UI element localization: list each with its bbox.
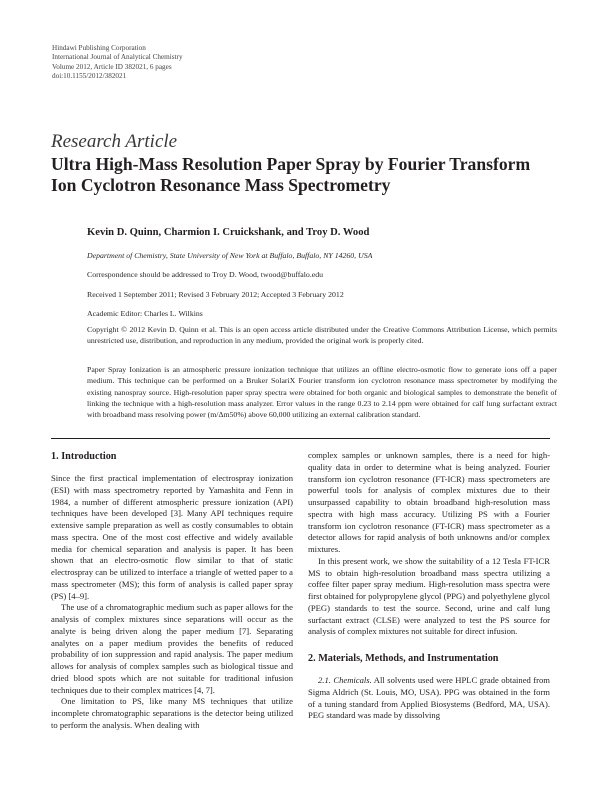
intro-paragraph-3: One limitation to PS, like many MS techniques that utilize incomplete chromatographic separations is the detector being utilized to perform the analysis. When dealing with (51, 696, 293, 730)
left-column (51, 450, 293, 732)
article-dates: Received 1 September 2011; Revised 3 February 2012; Accepted 3 February 2012 (87, 290, 344, 299)
journal-doi: doi:10.1155/2012/382021 (52, 72, 127, 81)
right-column (308, 450, 550, 722)
affiliation: Department of Chemistry, State University of New York at Buffalo, Buffalo, NY 14260, USA (87, 251, 373, 260)
chemicals-text: All solvents used were HPLC grade obtained from Sigma Aldrich (St. Louis, MO, USA). PPG was obtained in the form of a tuning standard from Applied Biosystems (Bedford, MA, USA). PEG standard was made by dissolving (308, 675, 550, 721)
article-type: Research Article (51, 131, 178, 152)
intro-paragraph-2: The use of a chromatographic medium such as paper allows for the analysis of complex mixtures since separations will occur as the analyte is being driven along the paper medium [7]. Separating analytes on a paper medium provides the benefits of reduced probability of ion suppression and rapid analysis. The paper medium allows for analysis of complex samples such as biological tissue and dried blood spots which are not suitable for traditional infusion techniques due to their complex matrices [4, 7]. (51, 602, 293, 695)
abstract: Paper Spray Ionization is an atmospheric pressure ionization technique that utilizes an offline electro-osmotic flow to generate ions off a paper medium. This technique can be performed on a Bruker SolariX Fourier transform ion cyclotron resonance mass spectrometer by modifying the existing nanospray source. High-resolution paper spray spectra were obtained for both organic and biological samples to demonstrate the benefit of linking the technique with a high-resolution mass analyzer. Error values in the range 0.23 to 2.14 ppm were obtained for calf lung surfactant extract with broadband mass resolving power (m/Δm50%) above 60,000 utilizing an external calibration standard. (87, 365, 557, 420)
methods-heading: 2. Materials, Methods, and Instrumentation (308, 653, 499, 664)
chemicals-paragraph (308, 675, 550, 722)
publisher-name: Hindawi Publishing Corporation (52, 44, 146, 52)
journal-name: International Journal of Analytical Chemistry (52, 53, 183, 62)
article-title (51, 154, 571, 196)
section-divider (51, 438, 550, 439)
chemicals-subheading: 2.1. Chemicals. (318, 675, 372, 685)
intro-paragraph-4: complex samples or unknown samples, there is a need for high-quality data in order to determine what is being analyzed. Fourier transform ion cyclotron resonance (FT-ICR) mass spectrometers are powerful tools for analysis of complex mixtures due to their unsurpassed capability to obtain broadband high-resolution mass spectra with high mass accuracy. Utilizing PS with a Fourier transform ion cyclotron resonance (FT-ICR) mass spectrometer as a detector allows for rapid analysis of both unknowns and/or complex mixtures. (308, 450, 550, 554)
title-line-1: Ultra High-Mass Resolution Paper Spray by Fourier Transform (51, 154, 531, 174)
correspondence: Correspondence should be addressed to Troy D. Wood, twood@buffalo.edu (87, 270, 324, 279)
academic-editor: Academic Editor: Charles L. Wilkins (87, 309, 203, 318)
copyright-notice: Copyright © 2012 Kevin D. Quinn et al. This is an open access article distributed under the Creative Commons Attribution License, which permits unrestricted use, distribution, and reproduction in any medium, provided the original work is properly cited. (87, 325, 557, 346)
intro-paragraph-1: Since the first practical implementation of electrospray ionization (ESI) with mass spectrometry reported by Yamashita and Fenn in 1984, a number of different atmospheric pressure ionization (API) techniques have been developed [3]. Many API techniques require extensive sample preparation as well as costly consumables to obtain mass spectra. One of the most cost effective and widely available media for chemical separation and analysis is paper. It has been shown that an electro-osmotic flow similar to that of static electrospray can be utilized to interface a triangle of wetted paper to a mass spectrometer (MS); this form of analysis is called paper spray (PS) [4–9]. (51, 473, 293, 601)
title-line-2: Ion Cyclotron Resonance Mass Spectrometry (51, 175, 391, 195)
journal-header (52, 44, 183, 82)
intro-paragraph-5: In this present work, we show the suitability of a 12 Tesla FT-ICR MS to obtain high-resolution broadband mass spectra utilizing a coffee filter paper spray medium. High-resolution mass spectra were first obtained for polypropylene glycol (PPG) and polyethylene glycol (PEG) standards to test the source. Second, urine and calf lung surfactant extract (CLSE) were analyzed to test the PS source for analysis of complex mixtures not suitable for direct infusion. (308, 555, 550, 637)
introduction-heading: 1. Introduction (51, 451, 117, 462)
authors: Kevin D. Quinn, Charmion I. Cruickshank, and Troy D. Wood (87, 227, 370, 238)
journal-volume: Volume 2012, Article ID 382021, 6 pages (52, 62, 172, 71)
